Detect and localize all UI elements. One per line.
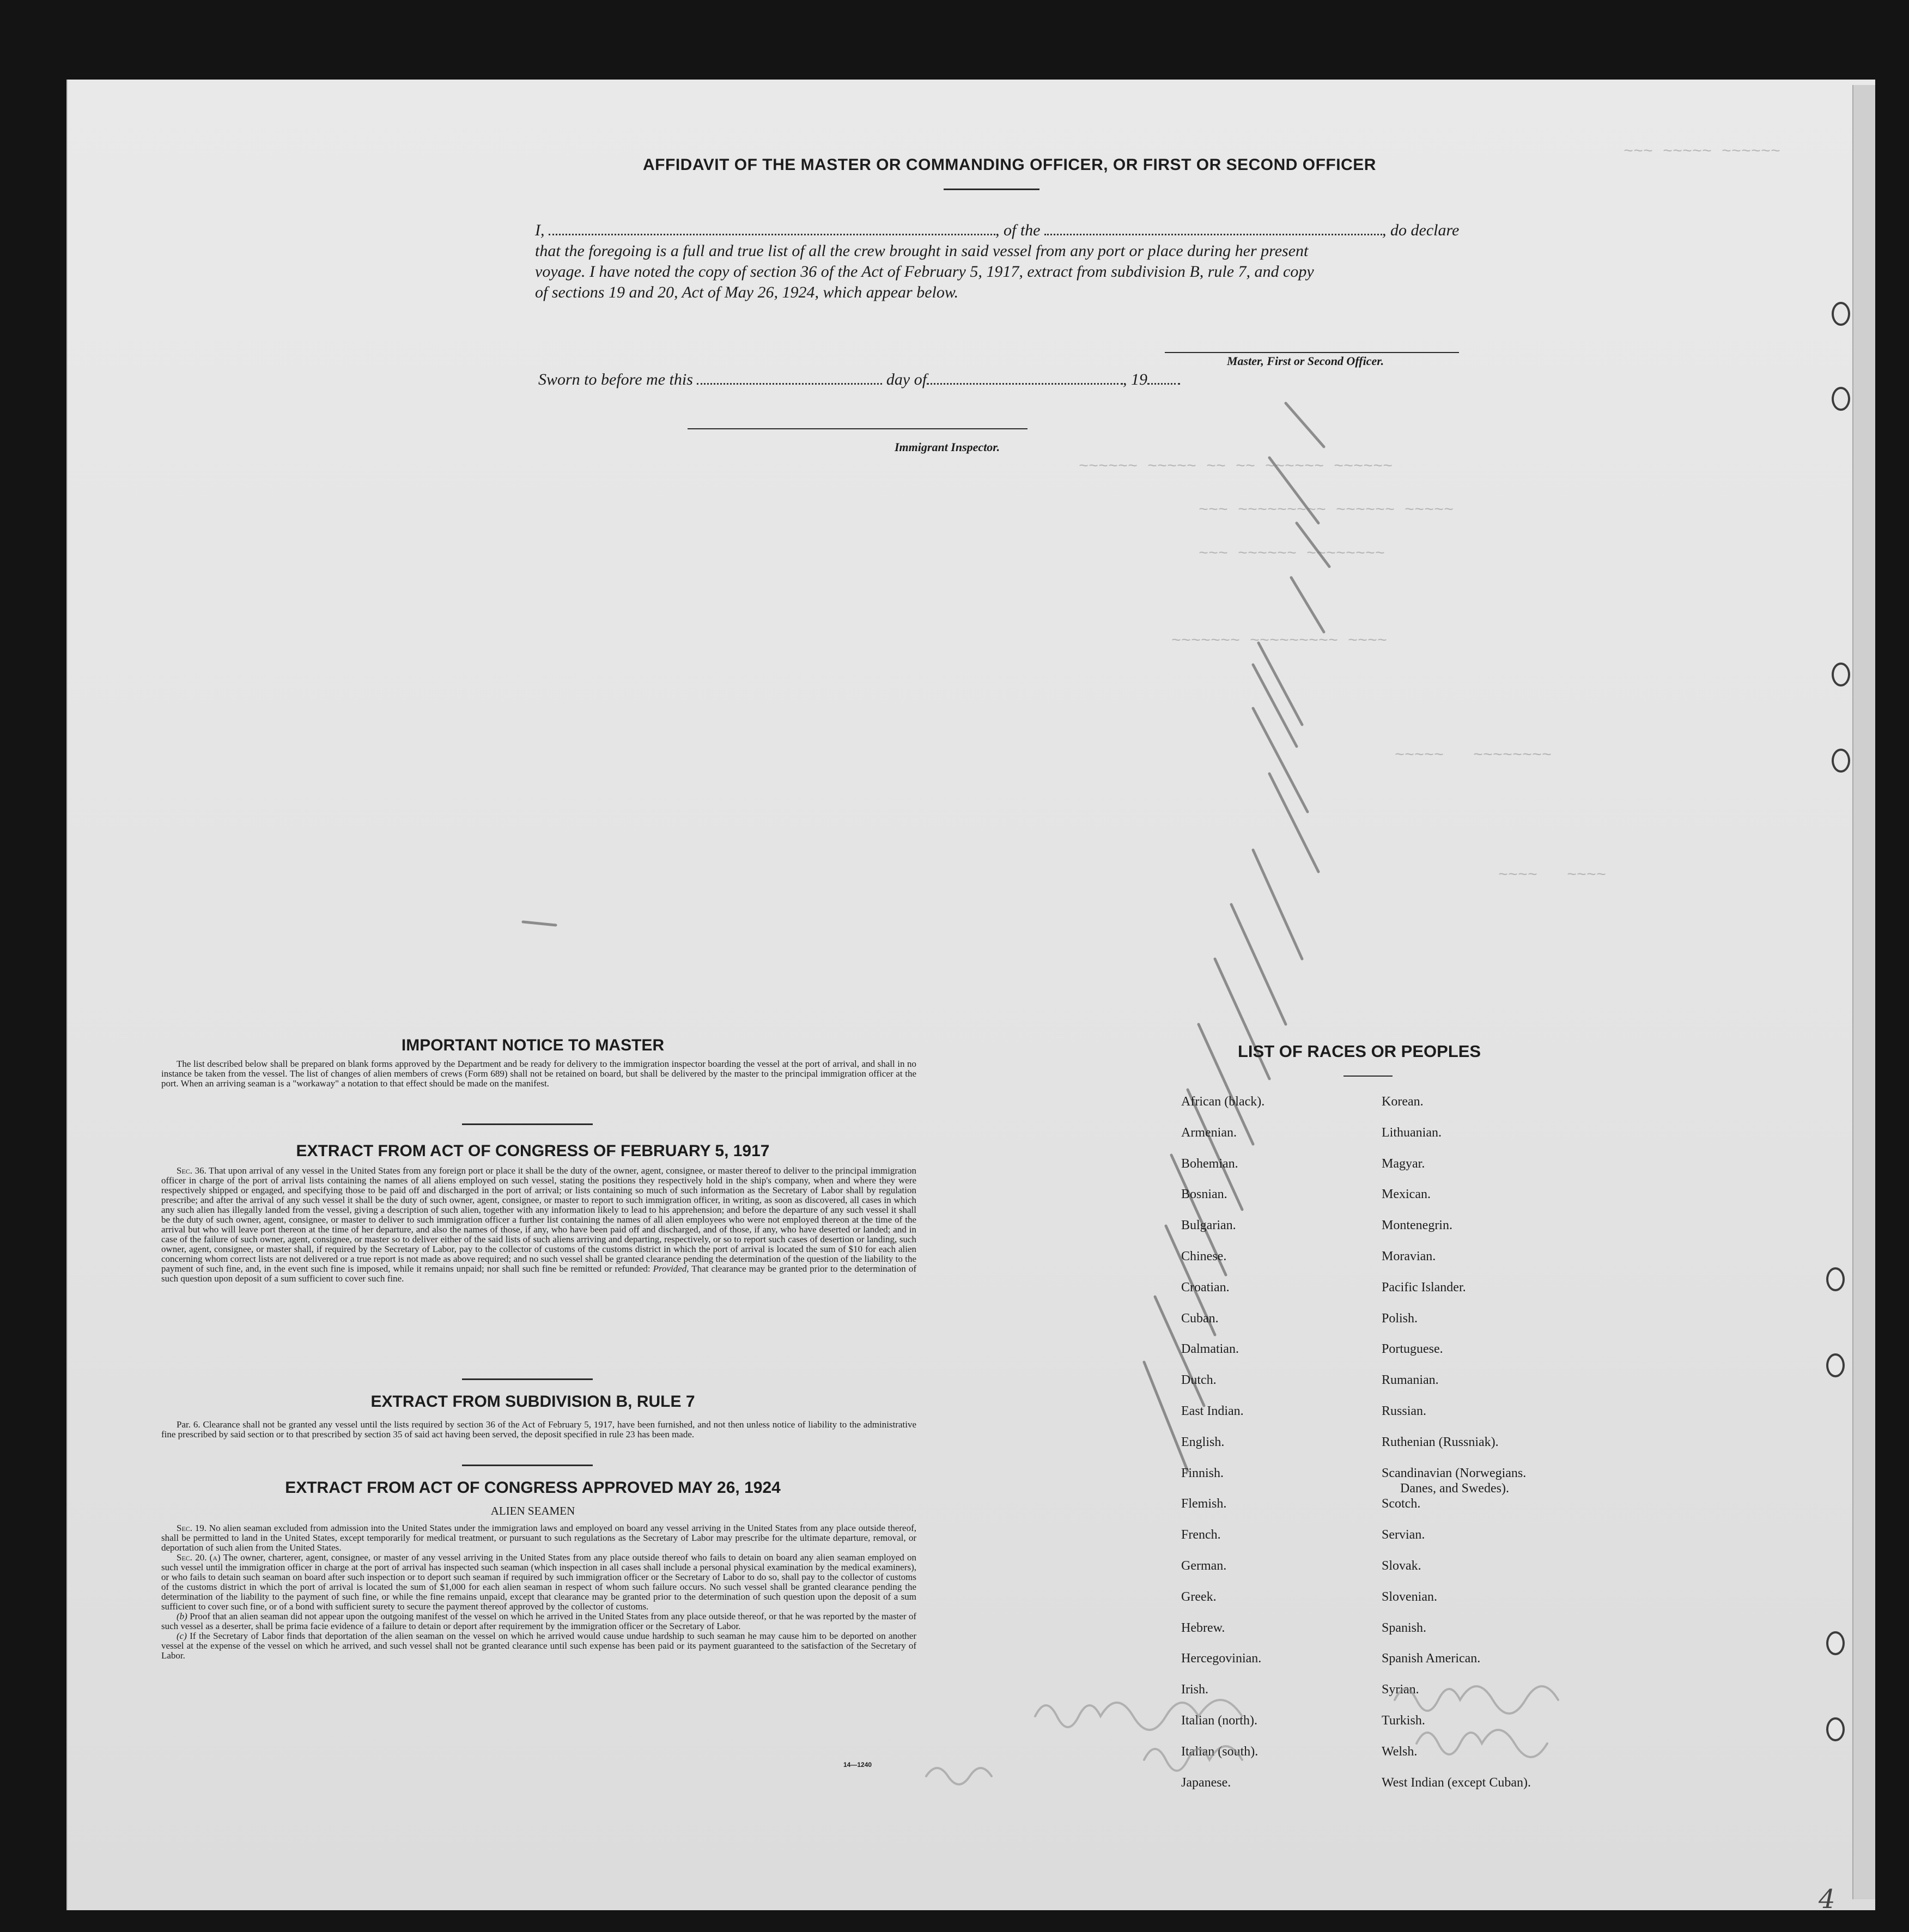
extract-1924-title: EXTRACT FROM ACT OF CONGRESS APPROVED MAY 26, 1924 xyxy=(285,1479,781,1497)
section-20b-text: Proof that an alien seaman did not appear upon the outgoing manifest of the vessel on which he arrived in the United States from any place outside thereof, or that he was reported by the master of such vessel as a deserter, shall be prima facie evidence of a failure to detain or deport after requirement by the immigration officer or the Secretary of Labor. xyxy=(161,1611,917,1631)
race-item: Scotch. xyxy=(1382,1497,1421,1511)
bleed-through-text: ~~~ ~~~~~ ~~~~~~ xyxy=(1624,143,1781,161)
races-title: LIST OF RACES OR PEOPLES xyxy=(1238,1042,1481,1061)
race-item: Lithuanian. xyxy=(1382,1125,1442,1140)
section-20a-text: The owner, charterer, agent, consignee, or master of any vessel arriving in the United States from any place outside thereof who fails to detain on board any alien seaman employed on such vessel until the immigration officer in charge at the port of arrival has inspected such seaman (which inspection in all cases shall include a personal physical examination by the medical examiners), or who fails to detain such seaman on board after such inspection or to deport such seaman if required by such immigration officer or the Secretary of Labor to do so, shall pay to the collector of customs of the customs district in which the port of arrival is located the sum of $1,000 for each alien seaman in respect of whom such failure occurs. No such vessel shall be granted clearance pending the determination of the liability to the payment of such fine, or while the fine remains unpaid, except that clearance may be granted prior to the determination of such question upon the deposit of a sum sufficient to cover such fine, or of a bond with sufficient surety to secure the payment thereof approved by the collector of customs. xyxy=(161,1552,916,1612)
section-20b-label: (b) xyxy=(177,1611,187,1621)
race-item: Rumanian. xyxy=(1382,1373,1439,1388)
race-item: Irish. xyxy=(1181,1682,1208,1697)
race-item: Armenian. xyxy=(1181,1125,1237,1140)
race-item: Chinese. xyxy=(1181,1249,1227,1263)
race-item: Italian (south). xyxy=(1181,1744,1259,1759)
notice-text: The list described below shall be prepared on blank forms approved by the Department and be ready for delivery to the immigration inspector boarding the vessel at the port of arrival, and shall in no instance be taken from the vessel. The list of changes of alien members of crews (Form 689) shall not be retained on board, but shall be delivered by the master to the principal immigration officer at the port. When an arriving seaman is a "workaway" a notation to that effect should be made on the manifest. xyxy=(161,1059,916,1089)
declaration-do-declare: , do declare xyxy=(1382,221,1460,239)
race-item: Slovak. xyxy=(1382,1559,1421,1573)
section-20-label: Sec. 20. (a) xyxy=(177,1552,221,1563)
master-label: Master, First or Second Officer. xyxy=(1227,354,1384,368)
race-item: Montenegrin. xyxy=(1382,1218,1452,1233)
race-item: Bulgarian. xyxy=(1181,1218,1236,1233)
sworn-year: , 19 xyxy=(1123,370,1148,388)
race-item: Bohemian. xyxy=(1181,1156,1238,1171)
race-item: Danes, and Swedes). xyxy=(1400,1481,1509,1496)
form-number: 14—1240 xyxy=(843,1761,872,1769)
bleed-through-text: ~~~~~~~ ~~~~~~~~~ ~~~~ xyxy=(1171,632,1388,651)
section-20c-label: (c) xyxy=(177,1631,187,1641)
declaration-of-the: , of the xyxy=(995,221,1041,239)
bleed-through-text: ~~~ ~~~~~~~~~ ~~~~~~ ~~~~~ xyxy=(1199,501,1454,520)
race-item: Scandinavian (Norwegians. xyxy=(1382,1466,1527,1480)
race-item: Cuban. xyxy=(1181,1311,1219,1326)
race-item: Japanese. xyxy=(1181,1775,1231,1790)
declaration-line-3: voyage. I have noted the copy of section 36 of the Act of February 5, 1917, extract from subdivision B, rule 7, and copy xyxy=(535,263,1314,281)
race-item: Polish. xyxy=(1382,1311,1418,1326)
section-19-text: No alien seaman excluded from admission into the United States under the immigration laws and employed on board any vessel arriving in the United States from any place outside thereof, shall be permitted to land in the United States, except temporarily for medical treatment, or pursuant to such regulations as the Secretary of Labor may prescribe for the ultimate departure, removal, or deportation of such alien from the United States. xyxy=(161,1523,917,1553)
race-item: Croatian. xyxy=(1181,1280,1230,1295)
affidavit-title: AFFIDAVIT OF THE MASTER OR COMMANDING OFFICER, OR FIRST OR SECOND OFFICER xyxy=(643,156,1376,174)
margin-mark: 4 xyxy=(1819,1884,1835,1915)
race-item: Welsh. xyxy=(1382,1744,1418,1759)
proviso-label: Provided, xyxy=(653,1263,689,1274)
race-item: German. xyxy=(1181,1559,1227,1573)
race-item: Magyar. xyxy=(1382,1156,1425,1171)
race-item: Hercegovinian. xyxy=(1181,1651,1262,1666)
race-item: Dutch. xyxy=(1181,1373,1217,1388)
race-item: Syrian. xyxy=(1382,1682,1419,1697)
declaration-i: I, xyxy=(535,221,545,239)
race-item: Bosnian. xyxy=(1181,1187,1227,1202)
race-item: Portuguese. xyxy=(1382,1342,1443,1357)
sworn-prefix: Sworn to before me this xyxy=(538,370,693,388)
race-item: Ruthenian (Russniak). xyxy=(1382,1435,1499,1449)
race-item: Spanish American. xyxy=(1382,1651,1481,1666)
race-item: Korean. xyxy=(1382,1095,1424,1109)
race-item: Moravian. xyxy=(1382,1249,1436,1263)
race-item: East Indian. xyxy=(1181,1404,1244,1418)
race-item: French. xyxy=(1181,1528,1221,1542)
section-text: That upon arrival of any vessel in the United States from any foreign port or place it shall be the duty of the owner, agent, consignee, or master thereof to deliver to the principal immigration officer in charge of the port of arrival lists containing the names of all aliens employed on such vessel, stating the positions they respectively hold in the ship's company, when and where they were respectively shipped or engaged, and specifying those to be paid off and discharged in the port of arrival; or lists containing so much of such information as the Secretary of Labor shall by regulation prescribe; and after the arrival of any such vessel it shall be the duty of such owner, agent, consignee, or master to report to such immigration officer, in writing, as soon as discovered, all cases in which any such alien has illegally landed from the vessel, giving a description of such alien, together with any information likely to lead to his apprehension; and before the departure of any such vessel it shall be the duty of such owner, agent, consignee, or master to deliver to such immigration officer a further list containing the names of all alien employees who were not employed thereon at the time of the arrival but who will leave port thereon at the time of her departure, and also the names of those, if any, who have been paid off and discharged, and of those, if any, who have deserted or landed; and in case of the failure of such owner, agent, consignee, or master so to deliver either of the said lists of such aliens arriving and departing, respectively, or so to report such cases of desertion or landing, such owner, agent, consignee, or master shall, if required by the Secretary of Labor, pay to the collector of customs of the customs district in which the port of arrival is located the sum of $10 for each alien concerning whom correct lists are not delivered or a true report is not made as above required; and no such vessel shall be granted clearance pending the determination of the question of the liability to the payment of such fine, and, in the event such fine is imposed, while it remains unpaid; nor shall such fine be remitted or refunded: xyxy=(161,1165,916,1274)
notice-title: IMPORTANT NOTICE TO MASTER xyxy=(401,1036,665,1054)
rule7-text: Par. 6. Clearance shall not be granted any vessel until the lists required by section 36 of the Act of February 5, 1917, have been furnished, and not then unless notice of liability to the administrative fine prescribed by said section or to that prescribed by section 35 of said act having been served, the deposit specified in rule 23 has been made. xyxy=(161,1419,916,1439)
extract-rule7-title: EXTRACT FROM SUBDIVISION B, RULE 7 xyxy=(370,1393,695,1411)
bleed-through-text: ~~~~~ ~~~~~~~~ xyxy=(1395,746,1552,765)
race-item: Pacific Islander. xyxy=(1382,1280,1466,1295)
race-item: Greek. xyxy=(1181,1589,1217,1604)
race-item: Flemish. xyxy=(1181,1497,1227,1511)
bleed-through-text: ~~~~ ~~~~ xyxy=(1498,866,1607,885)
race-item: Spanish. xyxy=(1382,1620,1427,1635)
race-item: Finnish. xyxy=(1181,1466,1224,1480)
race-item: Hebrew. xyxy=(1181,1620,1225,1635)
declaration-line-2: that the foregoing is a full and true list of all the crew brought in said vessel from any port or place during her present xyxy=(535,242,1309,260)
extract-1924-subtitle: ALIEN SEAMEN xyxy=(490,1504,575,1517)
inspector-label: Immigrant Inspector. xyxy=(895,440,1000,454)
race-item: Servian. xyxy=(1382,1528,1425,1542)
bleed-through-text: ~~~ ~~~~~~ ~~~~~~~~ xyxy=(1199,545,1385,563)
bleed-through-text: ~~~~~~ ~~~~~ ~~ ~~ ~~~~~~ ~~~~~~ xyxy=(1079,458,1393,476)
race-item: African (black). xyxy=(1181,1095,1265,1109)
race-item: Slovenian. xyxy=(1382,1589,1437,1604)
section-label: Sec. 36. xyxy=(177,1165,206,1176)
race-item: Turkish. xyxy=(1382,1714,1425,1728)
race-item: English. xyxy=(1181,1435,1225,1449)
race-item: Italian (north). xyxy=(1181,1714,1257,1728)
declaration-line-4: of sections 19 and 20, Act of May 26, 1924, which appear below. xyxy=(535,283,959,301)
section-20c-text: If the Secretary of Labor finds that deportation of the alien seaman on the vessel on which he arrived would cause undue hardship to such seaman he may cause him to be deported on another vessel at the expense of the vessel on which he arrived, and such vessel shall not be granted clearance until such expense has been paid or its payment guaranteed to the satisfaction of the Secretary of Labor. xyxy=(161,1631,917,1661)
proviso-text: That clearance may be granted prior to the determination of such question upon deposit of a sum sufficient to cover such fine. xyxy=(161,1263,916,1284)
sworn-day-of: day of xyxy=(886,370,927,388)
race-item: West Indian (except Cuban). xyxy=(1382,1775,1531,1790)
extract-1917-title: EXTRACT FROM ACT OF CONGRESS OF FEBRUARY 5, 1917 xyxy=(296,1142,770,1160)
race-item: Russian. xyxy=(1382,1404,1427,1418)
section-19-label: Sec. 19. xyxy=(177,1523,207,1533)
race-item: Dalmatian. xyxy=(1181,1342,1239,1357)
race-item: Mexican. xyxy=(1382,1187,1431,1202)
